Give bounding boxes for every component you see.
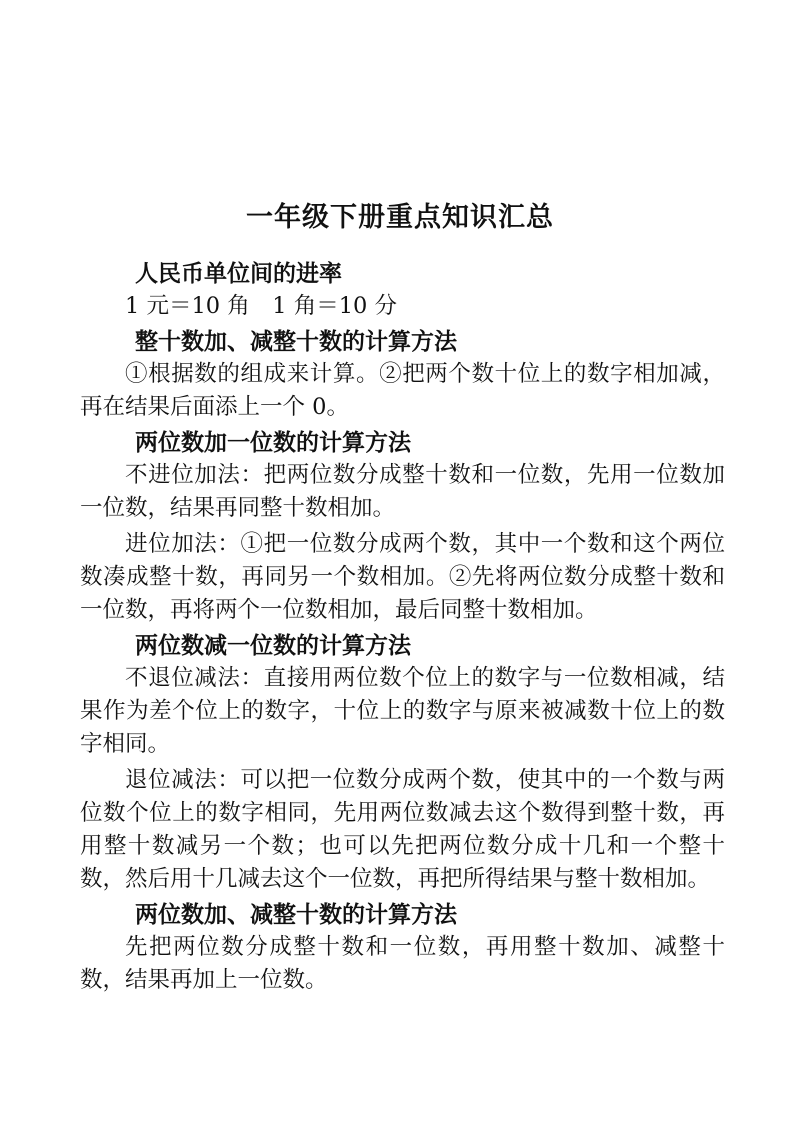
- section-heading-rmb-units: 人民币单位间的进率: [135, 261, 342, 287]
- document-content: [80, 258, 725, 1000]
- section-paragraph: 先把两位数分成整十数和一位数，再用整十数加、减整十数，结果再加上一位数。: [80, 934, 725, 993]
- section-heading-tens-add-sub-tens: 整十数加、减整十数的计算方法: [135, 329, 457, 355]
- section-paragraph: 进位加法：①把一位数分成两个数，其中一个数和这个两位数凑成整十数，再同另一个数相加。②先将两位数分成整十数和一位数，再将两个一位数相加，最后同整十数相加。: [80, 531, 725, 623]
- section-paragraph: 不退位减法：直接用两位数个位上的数字与一位数相减，结果作为差个位上的数字，十位上的数字与原来被减数十位上的数字相同。: [80, 665, 725, 757]
- document-title: 一年级下册重点知识汇总: [246, 202, 554, 233]
- section-heading-two-digit-sub-one-digit: 两位数减一位数的计算方法: [135, 633, 411, 659]
- section-paragraph: 退位减法：可以把一位数分成两个数，使其中的一个数与两位数个位上的数字相同，先用两位数减去这个数得到整十数，再用整十数减另一个数；也可以先把两位数分成十几和一个整十数，然后用十几减去这个一位数，再把所得结果与整十数相加。: [80, 767, 725, 892]
- section-heading-two-digit-add-sub-tens: 两位数加、减整十数的计算方法: [135, 902, 457, 928]
- section-paragraph: 1 元＝10 角 1 角＝10 分: [125, 293, 397, 319]
- section-heading-two-digit-add-one-digit: 两位数加一位数的计算方法: [135, 430, 411, 456]
- section-paragraph: 不进位加法：把两位数分成整十数和一位数，先用一位数加一位数，结果再同整十数相加。: [80, 462, 725, 521]
- section-paragraph: ①根据数的组成来计算。②把两个数十位上的数字相加减，再在结果后面添上一个 0。: [80, 361, 725, 420]
